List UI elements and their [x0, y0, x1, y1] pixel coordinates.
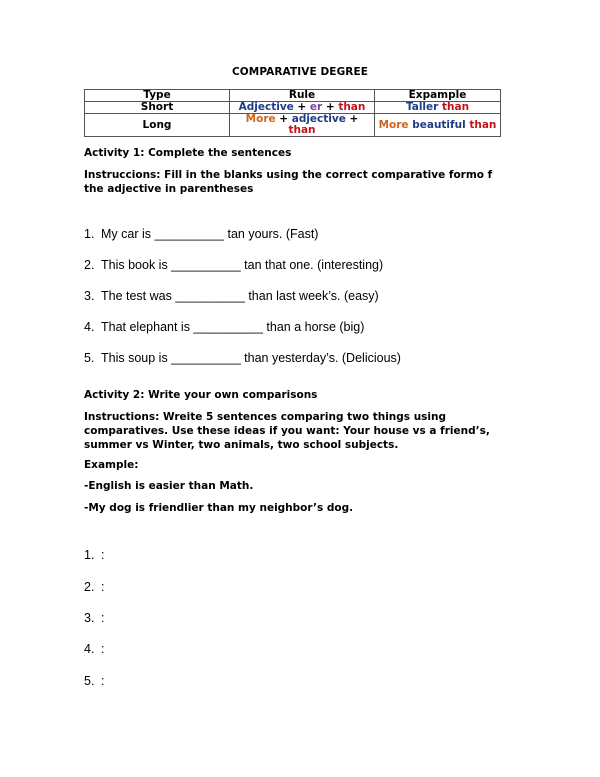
example-sentence: -English is easier than Math.: [84, 480, 254, 492]
rule-word: than: [338, 101, 366, 113]
item-number: 1.: [84, 548, 95, 562]
list-item: [84, 289, 379, 303]
item-text: :: [101, 642, 105, 656]
item-text: This book is __________ tan that one. (interesting): [101, 258, 384, 272]
list-item: [84, 580, 104, 594]
example-word: More: [378, 118, 409, 131]
rule-plus: +: [322, 101, 339, 113]
rule-word: Adjective: [238, 101, 294, 113]
item-text: This soup is __________ than yesterday’s. (Delicious): [101, 351, 401, 365]
rule-word: than: [288, 124, 316, 136]
rule-word: adjective: [291, 113, 346, 125]
rule-plus: +: [275, 113, 292, 125]
item-text: My car is __________ tan yours. (Fast): [101, 227, 319, 241]
comparative-rules-table: [84, 89, 501, 137]
item-text: :: [101, 611, 105, 625]
header-rule: Rule: [230, 90, 375, 102]
table-header-row: [85, 90, 501, 102]
list-item: [84, 351, 401, 365]
page-title: COMPARATIVE DEGREE: [231, 66, 369, 78]
long-example: [375, 114, 501, 137]
item-text: :: [101, 580, 105, 594]
list-item: [84, 611, 104, 625]
list-item: [84, 227, 318, 241]
list-item: [84, 320, 364, 334]
example-word: than: [469, 118, 497, 131]
long-type: Long: [85, 114, 230, 137]
item-text: That elephant is __________ than a horse (big): [101, 320, 365, 334]
short-example: [375, 102, 501, 114]
table-row-long: [85, 114, 501, 137]
example-sentence: -My dog is friendlier than my neighbor’s dog.: [84, 502, 354, 514]
table-row-short: [85, 102, 501, 114]
activity2-instructions: Instructions: Wreite 5 sentences comparing two things using comparatives. Use these ideas if you want: Your house vs a friend’s, summer vs Winter, two animals, two school subjects.: [84, 411, 490, 451]
item-text: :: [101, 674, 105, 688]
rule-plus: +: [345, 113, 359, 125]
example-word: than: [442, 101, 470, 113]
item-number: 2.: [84, 580, 95, 594]
header-type: Type: [85, 90, 230, 102]
item-number: 3.: [84, 611, 95, 625]
item-text: :: [101, 548, 105, 562]
item-number: 3.: [84, 289, 95, 303]
item-number: 4.: [84, 320, 95, 334]
rule-word: More: [245, 113, 276, 125]
item-number: 1.: [84, 227, 95, 241]
long-rule: [230, 114, 375, 137]
example-word: beautiful: [412, 118, 466, 131]
rule-word: er: [309, 101, 323, 113]
list-item: [84, 258, 383, 272]
list-item: [84, 674, 104, 688]
item-number: 5.: [84, 351, 95, 365]
activity1-heading: Activity 1: Complete the sentences: [84, 147, 292, 159]
header-example: Expample: [375, 90, 501, 102]
item-number: 5.: [84, 674, 95, 688]
example-word: Taller: [405, 101, 439, 113]
list-item: [84, 548, 104, 562]
list-item: [84, 642, 104, 656]
item-text: The test was __________ than last week’s. (easy): [101, 289, 379, 303]
item-number: 4.: [84, 642, 95, 656]
activity1-instructions: Instruccions: Fill in the blanks using the correct comparative formo f the adjective in parentheses: [84, 169, 493, 195]
short-rule: [230, 102, 375, 114]
activity2-heading: Activity 2: Write your own comparisons: [84, 389, 318, 401]
rule-plus: +: [293, 101, 310, 113]
short-type: Short: [85, 102, 230, 114]
example-label: Example:: [84, 459, 139, 471]
item-number: 2.: [84, 258, 95, 272]
